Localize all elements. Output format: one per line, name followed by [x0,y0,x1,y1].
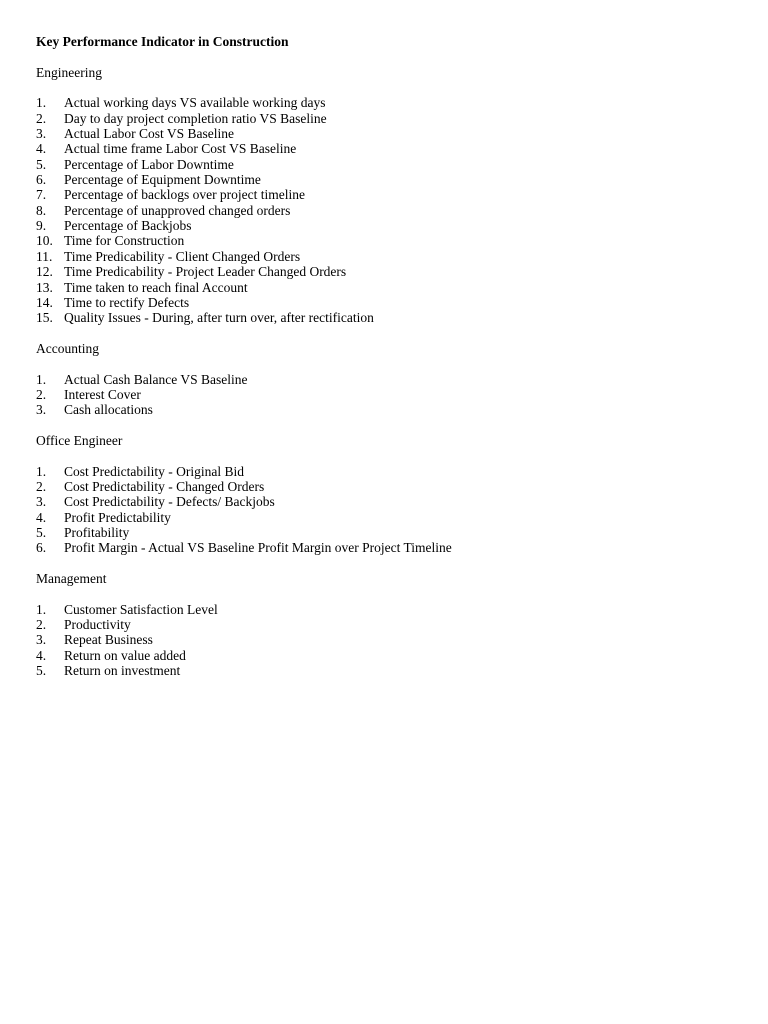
item-text: Percentage of Equipment Downtime [64,172,261,188]
item-number: 1. [36,95,47,111]
section-management [36,571,736,678]
section-engineering [36,65,736,341]
item-text: Day to day project completion ratio VS Baseline [64,110,327,126]
kpi-list [36,464,736,556]
list-item [36,157,736,172]
item-number: 2. [36,110,47,126]
item-number: 5. [36,525,47,540]
section-heading: Engineering [36,64,102,80]
list-item [36,617,736,632]
item-text: Interest Cover [64,386,141,402]
list-item [36,464,736,479]
spacer [36,556,736,571]
item-number: 7. [36,187,47,203]
spacer [36,418,736,433]
item-number: 3. [36,402,47,418]
item-text: Time to rectify Defects [64,294,190,310]
item-text: Time for Construction [64,233,185,249]
item-number: 1. [36,371,47,387]
list-item [36,663,736,678]
item-text: Percentage of backlogs over project timeline [64,187,306,203]
item-text: Actual Cash Balance VS Baseline [64,371,248,387]
list-item [36,218,736,233]
item-text: Cost Predictability - Original Bid [64,463,244,479]
document-page [36,34,736,678]
kpi-list [36,372,736,418]
item-number: 6. [36,540,47,556]
list-item [36,295,736,310]
item-number: 4. [36,509,47,525]
item-text: Repeat Business [64,632,153,648]
item-number: 3. [36,632,47,648]
section-heading: Office Engineer [36,432,123,448]
spacer [36,448,736,463]
item-text: Profit Predictability [64,509,171,525]
list-item [36,141,736,156]
item-text: Return on investment [64,663,181,679]
section-heading: Accounting [36,340,99,356]
spacer [36,326,736,341]
item-text: Profitability [64,525,130,540]
item-text: Quality Issues - During, after turn over, after rectification [64,310,374,326]
item-number: 5. [36,663,47,679]
spacer [36,80,736,95]
item-text: Cost Predictability - Changed Orders [64,478,265,494]
item-text: Cost Predictability - Defects/ Backjobs [64,494,275,510]
item-number: 1. [36,463,47,479]
list-item [36,310,736,325]
item-number: 13. [36,279,53,295]
item-number: 3. [36,494,47,510]
item-number: 2. [36,478,47,494]
section-accounting [36,341,736,433]
item-number: 10. [36,233,53,249]
item-number: 4. [36,141,47,157]
list-item [36,249,736,264]
item-number: 2. [36,617,47,633]
list-item [36,402,736,417]
list-item [36,233,736,248]
list-item [36,387,736,402]
kpi-list [36,95,736,325]
list-item [36,126,736,141]
item-number: 1. [36,601,47,617]
item-text: Time Predicability - Project Leader Changed Orders [64,264,347,280]
item-number: 15. [36,310,53,326]
item-text: Percentage of unapproved changed orders [64,202,291,218]
spacer [36,356,736,371]
item-text: Time taken to reach final Account [64,279,248,295]
list-item [36,602,736,617]
list-item [36,372,736,387]
item-text: Productivity [64,617,131,633]
kpi-list [36,602,736,679]
item-number: 8. [36,202,47,218]
item-number: 3. [36,126,47,142]
list-item [36,203,736,218]
item-text: Customer Satisfaction Level [64,601,218,617]
item-number: 5. [36,156,47,172]
item-text: Percentage of Labor Downtime [64,156,234,172]
item-number: 2. [36,386,47,402]
item-number: 14. [36,294,53,310]
item-text: Cash allocations [64,402,153,418]
item-text: Actual time frame Labor Cost VS Baseline [64,141,297,157]
list-item [36,264,736,279]
item-text: Actual Labor Cost VS Baseline [64,126,234,142]
list-item [36,479,736,494]
spacer [36,49,736,64]
section-heading: Management [36,571,107,587]
item-text: Profit Margin - Actual VS Baseline Profit Margin over Project Timeline [64,540,452,556]
section-office-engineer [36,433,736,571]
list-item [36,510,736,525]
list-item [36,494,736,509]
document-title: Key Performance Indicator in Construction [36,34,289,49]
item-number: 4. [36,647,47,663]
spacer [36,586,736,601]
list-item [36,95,736,110]
list-item [36,525,736,540]
item-number: 12. [36,264,53,280]
item-text: Percentage of Backjobs [64,218,192,234]
item-number: 11. [36,248,53,264]
list-item [36,540,736,555]
item-text: Return on value added [64,647,186,663]
list-item [36,632,736,647]
item-text: Time Predicability - Client Changed Orders [64,248,301,264]
item-number: 9. [36,218,47,234]
list-item [36,280,736,295]
item-number: 6. [36,172,47,188]
list-item [36,172,736,187]
item-text: Actual working days VS available working days [64,95,326,111]
list-item [36,648,736,663]
list-item [36,187,736,202]
list-item [36,111,736,126]
